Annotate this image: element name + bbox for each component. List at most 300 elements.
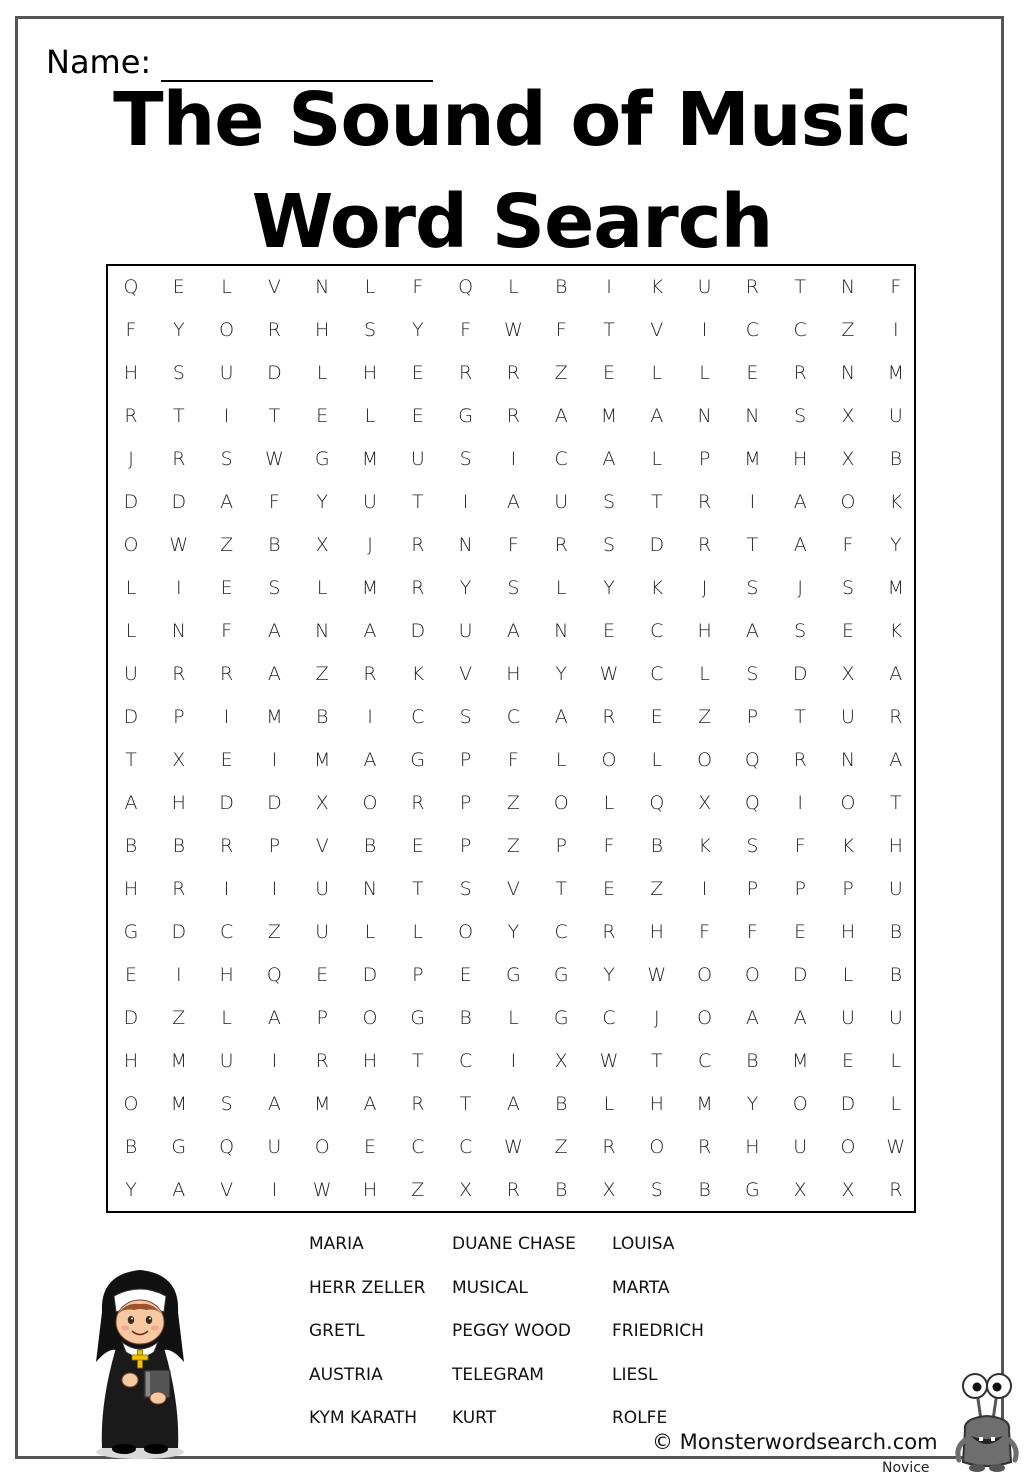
grid-letter[interactable]: S	[602, 534, 616, 556]
grid-letter[interactable]: S	[650, 1179, 663, 1201]
grid-letter[interactable]: X	[315, 534, 329, 556]
grid-letter[interactable]: N	[362, 878, 378, 900]
grid-letter[interactable]: A	[602, 448, 616, 470]
grid-letter[interactable]: R	[506, 362, 520, 384]
grid-letter[interactable]: A	[267, 663, 281, 685]
grid-letter[interactable]: R	[172, 448, 186, 470]
grid-letter[interactable]: H	[219, 964, 234, 986]
grid-letter[interactable]: O	[123, 534, 139, 556]
grid-letter[interactable]: C	[554, 921, 568, 943]
grid-letter[interactable]: X	[841, 663, 855, 685]
grid-letter[interactable]: C	[458, 1050, 473, 1072]
grid-letter[interactable]: A	[267, 620, 281, 642]
grid-letter[interactable]: M	[600, 405, 618, 427]
grid-letter[interactable]: C	[793, 319, 807, 341]
grid-letter[interactable]: R	[363, 663, 377, 685]
grid-letter[interactable]: L	[890, 1050, 902, 1072]
grid-letter[interactable]: L	[364, 405, 376, 427]
grid-letter[interactable]: X	[554, 1050, 568, 1072]
grid-letter[interactable]: D	[362, 964, 378, 986]
grid-letter[interactable]: M	[744, 448, 761, 470]
grid-letter[interactable]: V	[315, 835, 329, 857]
grid-letter[interactable]: E	[316, 405, 329, 427]
grid-letter[interactable]: T	[268, 405, 281, 427]
grid-letter[interactable]: H	[649, 921, 664, 943]
grid-letter[interactable]: B	[554, 276, 568, 298]
grid-letter[interactable]: J	[797, 577, 803, 599]
grid-letter[interactable]: J	[701, 577, 708, 599]
grid-letter[interactable]: F	[412, 276, 424, 298]
grid-letter[interactable]: B	[554, 1179, 568, 1201]
grid-letter[interactable]: O	[840, 792, 856, 814]
grid-letter[interactable]: C	[411, 706, 425, 728]
grid-letter[interactable]: X	[793, 1179, 807, 1201]
grid-letter[interactable]: M	[313, 749, 331, 771]
grid-letter[interactable]: Q	[744, 792, 760, 814]
grid-letter[interactable]: U	[888, 405, 903, 427]
grid-letter[interactable]: W	[312, 1179, 332, 1201]
grid-letter[interactable]: L	[125, 577, 137, 599]
grid-letter[interactable]: I	[175, 577, 182, 599]
grid-letter[interactable]: Z	[267, 921, 281, 943]
grid-letter[interactable]: G	[458, 405, 473, 427]
grid-letter[interactable]: S	[172, 362, 185, 384]
grid-letter[interactable]: L	[603, 792, 615, 814]
grid-letter[interactable]: C	[506, 706, 521, 728]
grid-letter[interactable]: Q	[266, 964, 282, 986]
grid-letter[interactable]: I	[797, 792, 803, 814]
grid-letter[interactable]: E	[602, 620, 615, 642]
grid-letter[interactable]: P	[794, 878, 806, 900]
grid-letter[interactable]: P	[746, 706, 759, 728]
grid-letter[interactable]: X	[841, 1179, 855, 1201]
grid-letter[interactable]: I	[271, 749, 278, 771]
grid-letter[interactable]: U	[841, 706, 855, 728]
grid-letter[interactable]: Z	[220, 534, 234, 556]
grid-letter[interactable]: R	[219, 663, 234, 685]
grid-letter[interactable]: D	[171, 921, 187, 943]
grid-letter[interactable]: L	[651, 448, 663, 470]
grid-letter[interactable]: Y	[889, 534, 902, 556]
grid-letter[interactable]: P	[746, 878, 759, 900]
grid-letter[interactable]: J	[653, 1007, 660, 1029]
grid-letter[interactable]: R	[697, 534, 712, 556]
grid-letter[interactable]: K	[889, 620, 903, 642]
grid-letter[interactable]: F	[746, 921, 758, 943]
grid-letter[interactable]: M	[170, 1093, 187, 1115]
grid-letter[interactable]: S	[794, 620, 807, 642]
grid-letter[interactable]: H	[840, 921, 856, 943]
grid-letter[interactable]: R	[506, 405, 520, 427]
grid-letter[interactable]: H	[123, 362, 139, 384]
grid-letter[interactable]: A	[220, 491, 234, 513]
grid-letter[interactable]: A	[506, 491, 520, 513]
grid-letter[interactable]: F	[842, 534, 854, 556]
grid-letter[interactable]: A	[554, 405, 568, 427]
grid-letter[interactable]: A	[506, 1093, 520, 1115]
grid-letter[interactable]: D	[267, 362, 282, 384]
grid-letter[interactable]: S	[746, 663, 759, 685]
grid-letter[interactable]: R	[889, 1179, 903, 1201]
grid-letter[interactable]: B	[746, 1050, 759, 1072]
grid-letter[interactable]: T	[650, 491, 663, 513]
grid-letter[interactable]: L	[364, 276, 376, 298]
grid-letter[interactable]: S	[363, 319, 377, 341]
grid-letter[interactable]: M	[361, 577, 379, 599]
grid-letter[interactable]: A	[554, 706, 568, 728]
grid-letter[interactable]: G	[314, 448, 330, 470]
grid-letter[interactable]: L	[125, 620, 137, 642]
grid-letter[interactable]: E	[316, 964, 329, 986]
grid-letter[interactable]: V	[506, 878, 520, 900]
grid-letter[interactable]: C	[745, 319, 760, 341]
grid-letter[interactable]: E	[602, 362, 615, 384]
grid-letter[interactable]: L	[316, 362, 328, 384]
grid-letter[interactable]: Y	[125, 1179, 137, 1201]
grid-letter[interactable]: C	[650, 620, 664, 642]
grid-letter[interactable]: I	[271, 878, 278, 900]
grid-letter[interactable]: O	[697, 749, 713, 771]
grid-letter[interactable]: L	[842, 964, 854, 986]
grid-letter[interactable]: T	[889, 792, 902, 814]
grid-letter[interactable]: R	[793, 749, 807, 771]
grid-letter[interactable]: D	[649, 534, 665, 556]
grid-letter[interactable]: E	[794, 921, 807, 943]
grid-letter[interactable]: L	[699, 663, 710, 685]
grid-letter[interactable]: N	[315, 620, 330, 642]
grid-letter[interactable]: G	[171, 1136, 187, 1158]
grid-letter[interactable]: A	[745, 1007, 759, 1029]
grid-letter[interactable]: Z	[554, 362, 568, 384]
grid-letter[interactable]: M	[791, 1050, 809, 1072]
grid-letter[interactable]: Z	[315, 663, 329, 685]
grid-letter[interactable]: R	[172, 663, 186, 685]
grid-letter[interactable]: H	[362, 1179, 378, 1201]
grid-letter[interactable]: U	[363, 491, 377, 513]
grid-letter[interactable]: H	[362, 1050, 378, 1072]
grid-letter[interactable]: Q	[744, 749, 760, 771]
grid-letter[interactable]: L	[316, 577, 328, 599]
grid-letter[interactable]: F	[794, 835, 806, 857]
grid-letter[interactable]: P	[698, 448, 711, 470]
grid-letter[interactable]: B	[124, 835, 138, 857]
grid-letter[interactable]: F	[699, 921, 711, 943]
grid-letter[interactable]: U	[315, 878, 330, 900]
grid-letter[interactable]: I	[749, 491, 756, 513]
grid-letter[interactable]: R	[602, 921, 616, 943]
grid-letter[interactable]: F	[890, 276, 902, 298]
grid-letter[interactable]: Q	[649, 792, 665, 814]
grid-letter[interactable]: D	[123, 1007, 139, 1029]
grid-letter[interactable]: V	[650, 319, 664, 341]
grid-letter[interactable]: X	[841, 405, 855, 427]
grid-letter[interactable]: O	[458, 921, 474, 943]
grid-letter[interactable]: B	[315, 706, 329, 728]
grid-letter[interactable]: I	[271, 1179, 278, 1201]
grid-letter[interactable]: A	[172, 1179, 186, 1201]
grid-letter[interactable]: W	[886, 1136, 906, 1158]
grid-letter[interactable]: G	[410, 1007, 426, 1029]
grid-letter[interactable]: X	[459, 1179, 473, 1201]
grid-letter[interactable]: I	[892, 319, 899, 341]
grid-letter[interactable]: R	[411, 1093, 425, 1115]
grid-letter[interactable]: R	[124, 405, 138, 427]
grid-letter[interactable]: F	[460, 319, 472, 341]
grid-letter[interactable]: K	[698, 835, 711, 857]
grid-letter[interactable]: N	[697, 405, 712, 427]
grid-letter[interactable]: Z	[506, 835, 520, 857]
grid-letter[interactable]: I	[271, 1050, 278, 1072]
grid-letter[interactable]: R	[411, 792, 425, 814]
grid-letter[interactable]: I	[175, 964, 182, 986]
grid-letter[interactable]: C	[219, 921, 234, 943]
grid-letter[interactable]: W	[169, 534, 189, 556]
grid-letter[interactable]: I	[606, 276, 612, 298]
grid-letter[interactable]: Y	[603, 964, 615, 986]
grid-letter[interactable]: O	[697, 964, 713, 986]
grid-letter[interactable]: W	[647, 964, 667, 986]
grid-letter[interactable]: Z	[698, 706, 712, 728]
grid-letter[interactable]: S	[459, 878, 472, 900]
grid-letter[interactable]: T	[650, 1050, 663, 1072]
grid-letter[interactable]: L	[555, 577, 567, 599]
grid-letter[interactable]: O	[601, 749, 617, 771]
grid-letter[interactable]: X	[841, 448, 855, 470]
grid-letter[interactable]: C	[458, 1136, 473, 1158]
grid-letter[interactable]: I	[701, 319, 708, 341]
grid-letter[interactable]: Y	[555, 663, 567, 685]
grid-letter[interactable]: R	[697, 1136, 712, 1158]
grid-letter[interactable]: L	[364, 921, 376, 943]
grid-letter[interactable]: P	[459, 835, 472, 857]
grid-letter[interactable]: N	[171, 620, 186, 642]
grid-letter[interactable]: X	[698, 792, 712, 814]
grid-letter[interactable]: W	[599, 663, 619, 685]
grid-letter[interactable]: T	[172, 405, 185, 427]
grid-letter[interactable]: W	[599, 1050, 619, 1072]
grid-letter[interactable]: L	[412, 921, 424, 943]
grid-letter[interactable]: E	[411, 362, 424, 384]
grid-letter[interactable]: R	[554, 534, 568, 556]
grid-letter[interactable]: N	[315, 276, 330, 298]
grid-letter[interactable]: T	[746, 534, 759, 556]
grid-letter[interactable]: A	[889, 663, 903, 685]
grid-letter[interactable]: I	[510, 1050, 517, 1072]
grid-letter[interactable]: P	[459, 792, 472, 814]
grid-letter[interactable]: B	[554, 1093, 568, 1115]
grid-letter[interactable]: L	[890, 1093, 902, 1115]
grid-letter[interactable]: U	[219, 1050, 234, 1072]
grid-letter[interactable]: S	[268, 577, 281, 599]
grid-letter[interactable]: F	[555, 319, 567, 341]
grid-letter[interactable]: M	[361, 448, 379, 470]
grid-letter[interactable]: Q	[123, 276, 139, 298]
grid-letter[interactable]: A	[363, 620, 377, 642]
grid-letter[interactable]: M	[313, 1093, 331, 1115]
grid-letter[interactable]: R	[458, 362, 473, 384]
grid-letter[interactable]: Q	[219, 1136, 235, 1158]
grid-letter[interactable]: U	[410, 448, 425, 470]
grid-letter[interactable]: V	[267, 276, 281, 298]
grid-letter[interactable]: D	[792, 663, 808, 685]
grid-letter[interactable]: R	[411, 577, 425, 599]
grid-letter[interactable]: C	[411, 1136, 425, 1158]
grid-letter[interactable]: P	[173, 706, 185, 728]
grid-letter[interactable]: O	[649, 1136, 665, 1158]
grid-letter[interactable]: D	[123, 491, 139, 513]
grid-letter[interactable]: U	[124, 663, 138, 685]
grid-letter[interactable]: I	[510, 448, 517, 470]
grid-letter[interactable]: H	[123, 878, 139, 900]
grid-letter[interactable]: T	[125, 749, 137, 771]
grid-letter[interactable]: I	[223, 878, 230, 900]
grid-letter[interactable]: R	[889, 706, 903, 728]
grid-letter[interactable]: S	[220, 448, 233, 470]
grid-letter[interactable]: T	[411, 1050, 424, 1072]
grid-letter[interactable]: S	[459, 706, 472, 728]
grid-letter[interactable]: V	[459, 663, 473, 685]
grid-letter[interactable]: S	[602, 491, 616, 513]
grid-letter[interactable]: M	[887, 577, 904, 599]
grid-letter[interactable]: R	[745, 276, 759, 298]
grid-letter[interactable]: L	[508, 1007, 519, 1029]
grid-letter[interactable]: T	[411, 878, 424, 900]
grid-letter[interactable]: U	[888, 1007, 903, 1029]
grid-letter[interactable]: Y	[411, 319, 424, 341]
grid-letter[interactable]: R	[506, 1179, 520, 1201]
grid-letter[interactable]: N	[554, 620, 569, 642]
grid-letter[interactable]: A	[793, 1007, 807, 1029]
grid-letter[interactable]: S	[220, 1093, 233, 1115]
grid-letter[interactable]: P	[842, 878, 854, 900]
grid-letter[interactable]: K	[889, 491, 903, 513]
grid-letter[interactable]: I	[223, 706, 230, 728]
grid-letter[interactable]: G	[553, 964, 569, 986]
grid-letter[interactable]: Z	[554, 1136, 568, 1158]
grid-letter[interactable]: T	[794, 706, 806, 728]
grid-letter[interactable]: J	[367, 534, 373, 556]
grid-letter[interactable]: P	[412, 964, 424, 986]
grid-letter[interactable]: R	[267, 319, 281, 341]
grid-letter[interactable]: M	[887, 362, 904, 384]
grid-letter[interactable]: D	[410, 620, 426, 642]
grid-letter[interactable]: L	[603, 1093, 615, 1115]
grid-letter[interactable]: Z	[506, 792, 520, 814]
grid-letter[interactable]: E	[411, 835, 424, 857]
grid-letter[interactable]: R	[219, 835, 234, 857]
grid-letter[interactable]: O	[314, 1136, 330, 1158]
grid-letter[interactable]: E	[411, 405, 424, 427]
grid-letter[interactable]: B	[268, 534, 281, 556]
grid-letter[interactable]: R	[602, 1136, 616, 1158]
grid-letter[interactable]: E	[220, 577, 233, 599]
grid-letter[interactable]: H	[697, 620, 712, 642]
grid-letter[interactable]: E	[459, 964, 472, 986]
grid-letter[interactable]: R	[793, 362, 807, 384]
grid-letter[interactable]: Z	[650, 878, 664, 900]
grid-letter[interactable]: F	[507, 534, 519, 556]
grid-letter[interactable]: P	[555, 835, 567, 857]
grid-letter[interactable]: R	[697, 491, 712, 513]
grid-letter[interactable]: V	[220, 1179, 234, 1201]
grid-letter[interactable]: A	[267, 1007, 281, 1029]
grid-letter[interactable]: E	[841, 620, 854, 642]
grid-letter[interactable]: X	[172, 749, 186, 771]
grid-letter[interactable]: T	[555, 878, 567, 900]
grid-letter[interactable]: H	[649, 1093, 664, 1115]
grid-letter[interactable]: B	[889, 448, 903, 470]
grid-letter[interactable]: R	[602, 706, 616, 728]
grid-letter[interactable]: T	[603, 319, 615, 341]
grid-letter[interactable]: E	[363, 1136, 376, 1158]
grid-letter[interactable]: U	[793, 1136, 808, 1158]
grid-letter[interactable]: E	[841, 1050, 854, 1072]
grid-letter[interactable]: E	[602, 878, 615, 900]
grid-letter[interactable]: U	[458, 620, 473, 642]
grid-letter[interactable]: W	[503, 319, 523, 341]
grid-letter[interactable]: Z	[172, 1007, 186, 1029]
grid-letter[interactable]: B	[172, 835, 186, 857]
grid-letter[interactable]: N	[840, 749, 856, 771]
grid-letter[interactable]: F	[268, 491, 280, 513]
grid-letter[interactable]: E	[124, 964, 137, 986]
grid-letter[interactable]: U	[697, 276, 712, 298]
grid-letter[interactable]: X	[315, 792, 329, 814]
grid-letter[interactable]: E	[220, 749, 233, 771]
grid-letter[interactable]: A	[124, 792, 138, 814]
grid-letter[interactable]: B	[363, 835, 377, 857]
grid-letter[interactable]: A	[506, 620, 520, 642]
grid-letter[interactable]: L	[508, 276, 519, 298]
grid-letter[interactable]: B	[889, 921, 903, 943]
grid-letter[interactable]: A	[363, 749, 377, 771]
grid-letter[interactable]: S	[841, 577, 855, 599]
grid-letter[interactable]: S	[746, 577, 759, 599]
grid-letter[interactable]: F	[603, 835, 615, 857]
grid-letter[interactable]: N	[458, 534, 473, 556]
grid-letter[interactable]: A	[793, 534, 807, 556]
grid-letter[interactable]: Y	[172, 319, 185, 341]
grid-letter[interactable]: Y	[603, 577, 615, 599]
grid-letter[interactable]: O	[744, 964, 760, 986]
grid-letter[interactable]: O	[697, 1007, 713, 1029]
grid-letter[interactable]: S	[459, 448, 472, 470]
grid-letter[interactable]: D	[219, 792, 234, 814]
grid-letter[interactable]: A	[889, 749, 903, 771]
grid-letter[interactable]: O	[553, 792, 569, 814]
grid-letter[interactable]: G	[745, 1179, 760, 1201]
grid-letter[interactable]: K	[841, 835, 855, 857]
grid-letter[interactable]: G	[123, 921, 139, 943]
grid-letter[interactable]: S	[794, 405, 807, 427]
grid-letter[interactable]: P	[459, 749, 472, 771]
grid-letter[interactable]: G	[553, 1007, 569, 1029]
grid-letter[interactable]: H	[171, 792, 186, 814]
grid-letter[interactable]: S	[746, 835, 759, 857]
grid-letter[interactable]: H	[793, 448, 808, 470]
grid-letter[interactable]: T	[411, 491, 424, 513]
grid-letter[interactable]: T	[459, 1093, 472, 1115]
grid-letter[interactable]: Q	[458, 276, 474, 298]
grid-letter[interactable]: H	[506, 663, 521, 685]
grid-letter[interactable]: G	[410, 749, 426, 771]
grid-letter[interactable]: L	[555, 749, 567, 771]
grid-letter[interactable]: Z	[411, 1179, 425, 1201]
grid-letter[interactable]: L	[651, 749, 663, 771]
grid-letter[interactable]: C	[554, 448, 568, 470]
grid-letter[interactable]: R	[315, 1050, 329, 1072]
grid-letter[interactable]: N	[840, 362, 856, 384]
